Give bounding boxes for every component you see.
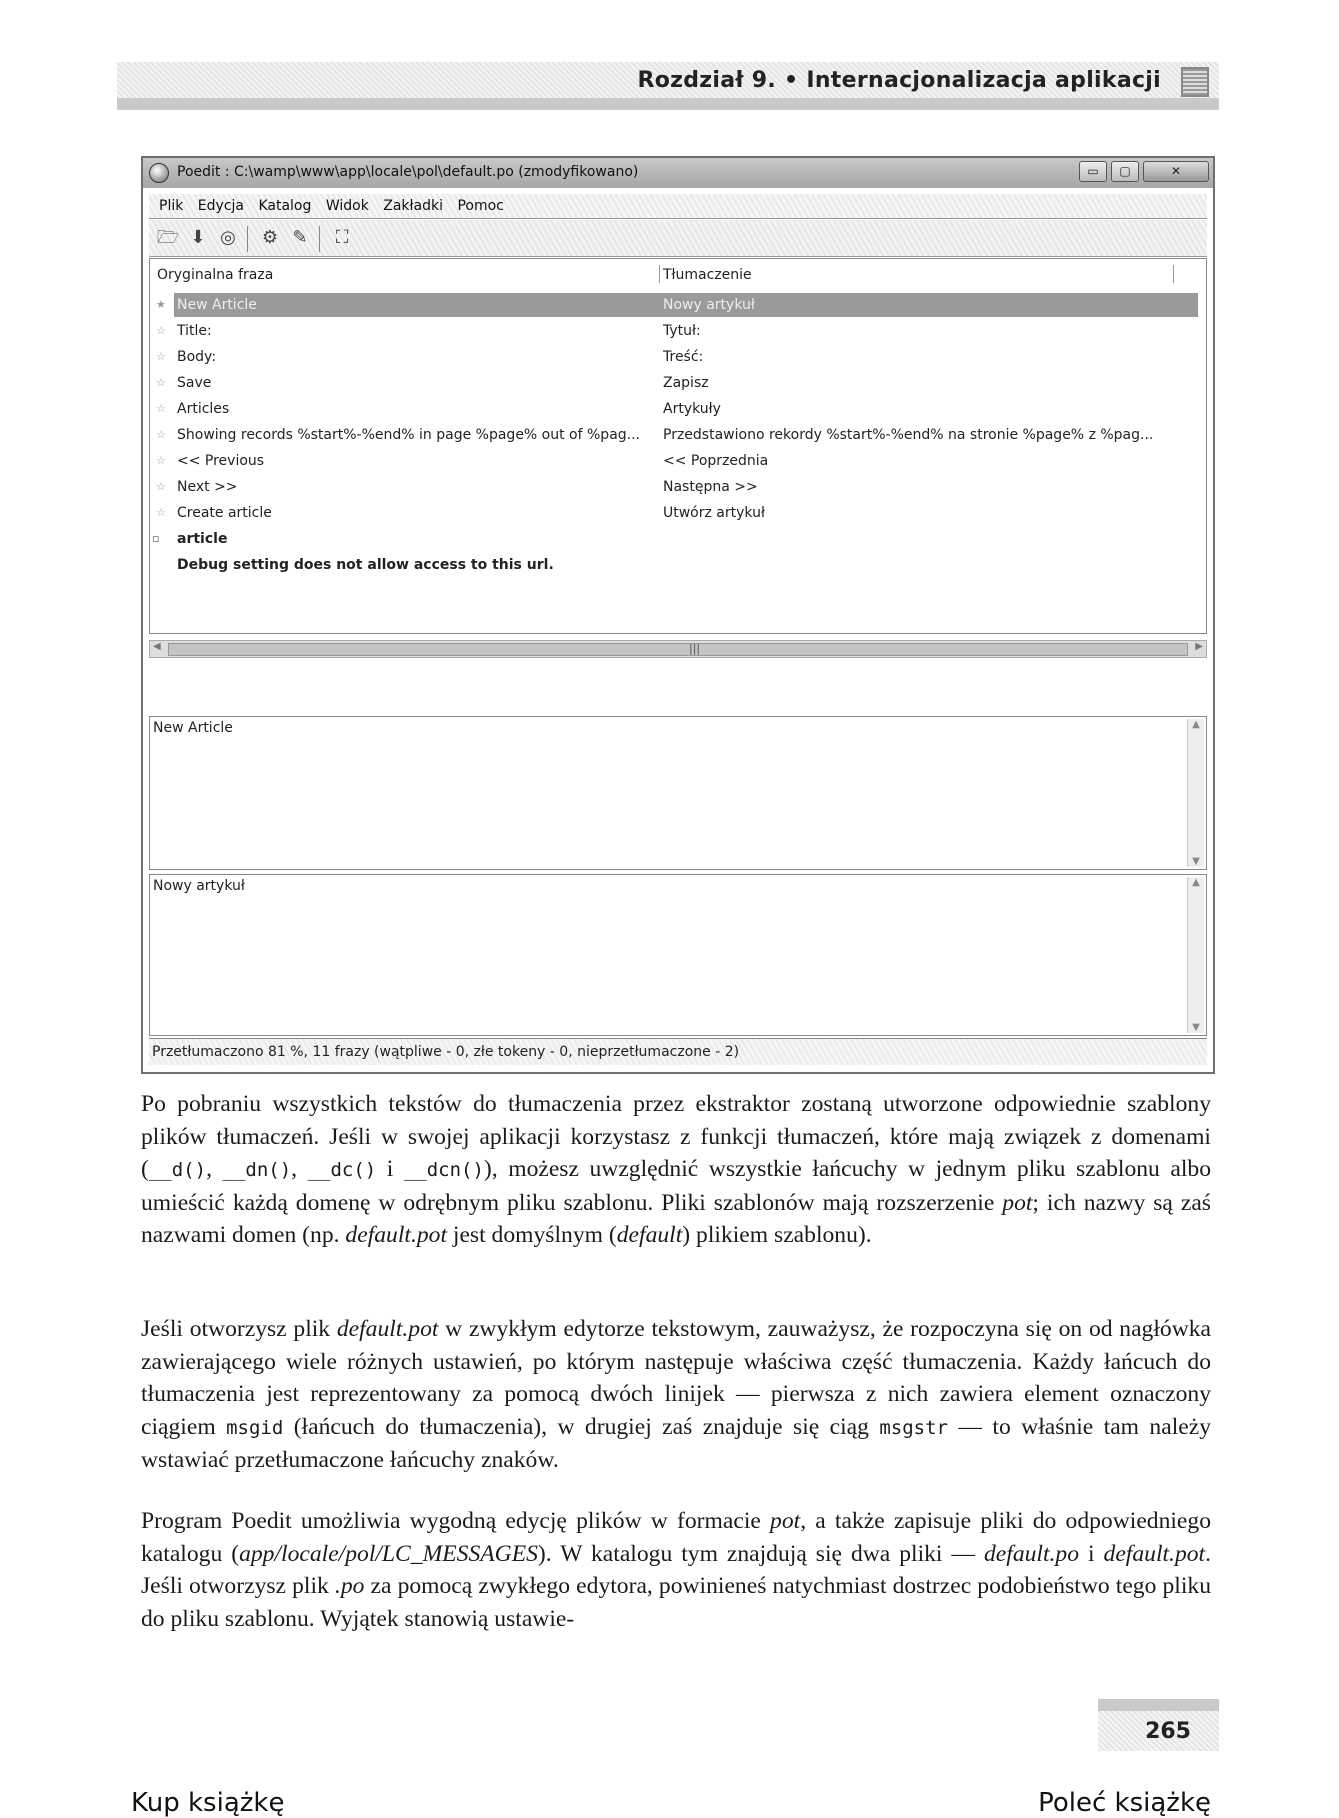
code: __dcn() [403,1159,484,1181]
save-icon[interactable]: ⬇ [190,227,206,248]
star-icon: ★ [156,298,166,311]
menu-zakladki[interactable]: Zakładki [383,198,443,214]
star-icon: ☆ [156,480,166,493]
text: za pomocą zwykłego edytora, powinieneś natychmiast dostrzec podobieństwo tego pliku do pliku szablonu. Wyjątek stanowią ustawie- [141,1573,1212,1632]
book-icon [1181,67,1209,97]
row-original: Debug setting does not allow access to this url. [177,557,554,573]
poedit-screenshot [141,156,1215,1074]
row-translation: Artykuły [663,401,721,417]
scroll-right-icon[interactable]: ▶ [1195,641,1203,652]
validate-icon[interactable]: ⚙ [261,227,279,248]
status-text: Przetłumaczono 81 %, 11 frazy (wątpliwe - 0, złe tokeny - 0, nieprzetłumaczone - 2) [152,1044,740,1060]
text: ). W katalogu tym znajdują się dwa pliki — [537,1540,984,1567]
toolbar-separator [247,226,248,252]
maximize-button[interactable]: ▢ [1111,161,1139,182]
list-item[interactable] [156,423,1198,447]
row-original: Save [177,375,212,391]
row-translation: Zapisz [663,375,709,391]
horizontal-scrollbar[interactable] [149,640,1207,658]
text: ), możesz uwzględnić wszystkie łańcuchy w jednym pliku szablonu albo umieścić każdą domenę w odrębnym pliku szablonu. Pliki szablonów mają rozszerzenie [141,1156,1211,1216]
row-original: Showing records %start%-%end% in page %page% out of %pag... [177,427,641,443]
emphasis: pot [1002,1189,1033,1216]
window-titlebar [143,158,1213,188]
code: msgid [226,1416,284,1439]
column-translation[interactable]: Tłumaczenie [663,267,752,283]
fullscreen-icon[interactable]: ⛶ [335,227,349,248]
row-original: Title: [177,323,212,339]
scroll-up-icon[interactable]: ▲ [1192,877,1200,888]
column-divider [1173,265,1174,283]
minimize-button[interactable]: ▭ [1079,161,1107,182]
row-original: Body: [177,349,217,365]
code: __dn() [222,1159,292,1181]
menu-bar [149,194,1207,219]
open-icon[interactable]: 🗁 [156,227,180,248]
star-icon: ☆ [156,454,166,467]
text: i [376,1156,404,1182]
text: ; ich nazwy są zaś nazwami domen (np. [141,1189,1211,1248]
page-number-box [1098,1711,1219,1751]
source-text-pane[interactable] [149,716,1207,870]
list-item[interactable] [156,319,1198,343]
star-icon: ☆ [156,402,166,415]
text: Po pobraniu wszystkich tekstów do tłumaczenia przez ekstraktor zostaną utworzone odpowiednie szablony plików tłumaczeń. Jeśli w swojej aplikacji korzystasz z funkcji tłumaczeń, które mają związek z domenami ( [141,1091,1211,1182]
scroll-up-icon[interactable]: ▲ [1192,719,1200,730]
menu-edycja[interactable]: Edycja [197,198,244,214]
translation-text-pane[interactable] [149,874,1207,1036]
column-original[interactable]: Oryginalna fraza [157,267,274,283]
text: Jeśli otworzysz plik [141,1316,337,1342]
text: , a także zapisuje pliki do odpowiedniego katalogu ( [141,1508,1211,1567]
text: ) plikiem szablonu). [682,1222,872,1248]
translation-list [149,258,1207,634]
paragraph-2 [141,1313,1211,1477]
list-item[interactable] [174,553,1198,577]
paragraph-1 [141,1088,1211,1252]
list-item[interactable] [156,397,1198,421]
row-translation: Nowy artykuł [663,297,755,313]
row-translation: Tytuł: [663,323,701,339]
poedit-app-icon [149,163,169,183]
menu-plik[interactable]: Plik [159,198,184,214]
star-icon: ☆ [156,376,166,389]
code: __dc() [307,1159,377,1181]
vertical-scrollbar[interactable] [1187,719,1204,867]
row-original: Create article [177,505,272,521]
chapter-title: Rozdział 9. • Internacjonalizacja aplikacji [637,68,1161,93]
scroll-down-icon[interactable]: ▼ [1192,856,1200,867]
row-original: << Previous [177,453,265,469]
menu-widok[interactable]: Widok [325,198,369,214]
list-item[interactable] [156,475,1198,499]
page-number-rule [1098,1699,1219,1711]
header-rule [117,98,1219,110]
toolbar-separator [319,226,320,252]
status-bar [149,1038,1207,1065]
row-original: Articles [177,401,230,417]
row-translation: Przedstawiono rekordy %start%-%end% na stronie %page% z %pag... [663,427,1154,443]
code: __d() [148,1159,207,1181]
emphasis: .po [334,1573,365,1599]
star-icon: ☆ [156,350,166,363]
star-icon: ☆ [156,428,166,441]
update-icon[interactable]: ◎ [220,227,236,248]
scroll-down-icon[interactable]: ▼ [1192,1022,1200,1033]
list-item[interactable] [156,293,1198,317]
list-item[interactable] [156,449,1198,473]
scroll-left-icon[interactable]: ◀ [153,641,161,652]
scrollbar-thumb[interactable]: ||| [168,643,1188,656]
emphasis: default [616,1222,683,1248]
buy-book-link[interactable]: Kup książkę [131,1788,285,1818]
text: — to właśnie tam należy wstawiać przetłumaczone łańcuchy znaków. [141,1413,1211,1473]
toolbar [149,220,1207,257]
emphasis: app/locale/pol/LC_MESSAGES [239,1540,538,1567]
translation-text: Nowy artykuł [153,878,245,894]
text: , [206,1156,223,1182]
column-divider [659,265,660,283]
emphasis: default.pot [345,1222,447,1248]
running-header [117,62,1219,98]
text: , [291,1156,308,1182]
list-item[interactable] [152,527,1198,551]
paragraph-3 [141,1505,1211,1635]
comment-icon[interactable]: ✎ [292,227,308,248]
text: (łańcuch do tłumaczenia), w drugiej zaś znajduje się ciąg [283,1413,880,1440]
vertical-scrollbar[interactable] [1187,877,1204,1033]
star-icon: ☆ [156,324,166,337]
close-button[interactable]: ✕ [1143,161,1209,182]
row-original: New Article [177,297,257,313]
emphasis: default.po [984,1540,1080,1567]
list-item[interactable] [156,371,1198,395]
row-original: article [177,531,228,547]
source-text: New Article [153,720,233,736]
text: jest domyślnym ( [447,1222,617,1248]
menu-pomoc[interactable]: Pomoc [457,198,504,214]
row-translation: Następna >> [663,479,758,495]
row-translation: Utwórz artykuł [663,505,765,521]
row-translation: << Poprzednia [663,453,769,469]
row-translation: Treść: [663,349,704,365]
row-original: Next >> [177,479,238,495]
text: w zwykłym edytorze tekstowym, zauważysz, że rozpoczyna się on od nagłówka zawierającego wiele różnych ustawień, po którym następuje właściwa część tłumaczenia. Każdy łańcuch do tłumaczenia jest reprezentowany za pomocą dwóch linijek — pierwsza z nich zawiera element oznaczony ciągiem [141,1316,1212,1440]
list-item[interactable] [156,501,1198,525]
star-icon: ☆ [156,506,166,519]
list-item[interactable] [156,345,1198,369]
menu-katalog[interactable]: Katalog [258,198,312,214]
text: Program Poedit umożliwia wygodną edycję plików w formacie [141,1508,771,1534]
text: . Jeśli otworzysz plik [141,1540,1212,1599]
emphasis: pot [770,1508,801,1534]
untranslated-marker-icon: ▫ [152,532,160,545]
page-number: 265 [1145,1719,1191,1744]
text: i [1079,1540,1104,1567]
window-title: Poedit : C:\wamp\www\app\locale\pol\default.po (zmodyfikowano) [177,164,639,180]
recommend-book-link[interactable]: Poleć książkę [1038,1788,1211,1818]
code: msgstr [879,1416,948,1439]
emphasis: default.pot [336,1316,439,1342]
emphasis: default.pot [1103,1540,1206,1567]
